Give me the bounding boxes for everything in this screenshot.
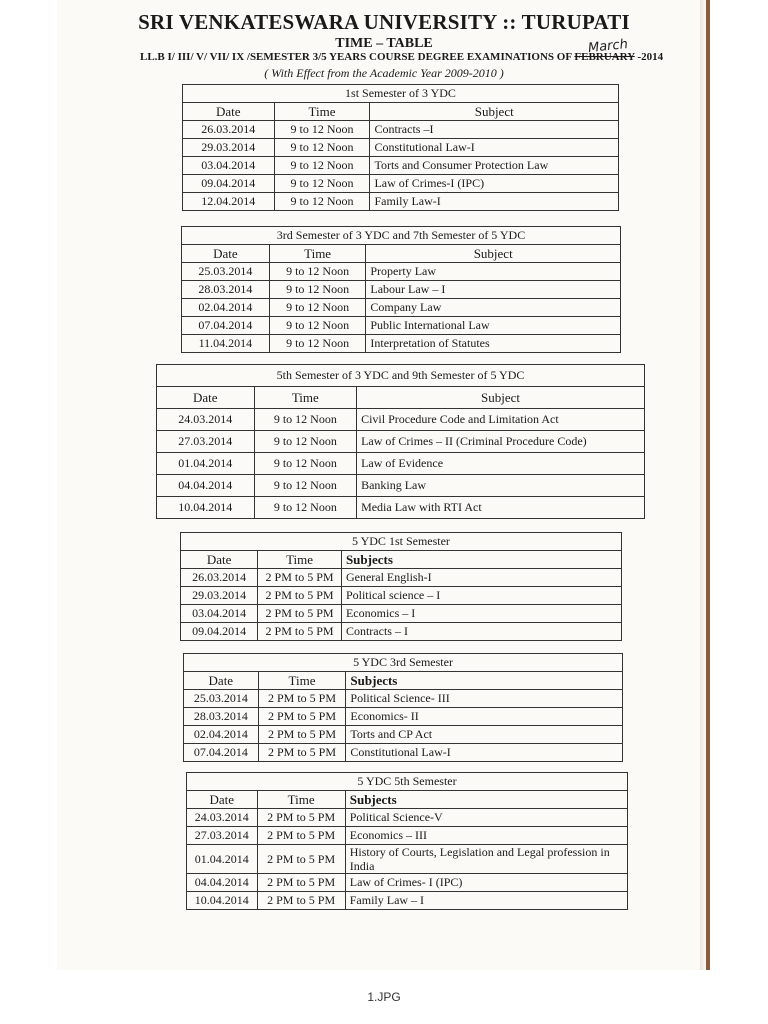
exam-time-cell: 9 to 12 Noon [274,157,370,175]
exam-time-cell: 2 PM to 5 PM [258,623,342,641]
exam-subject-cell: Company Law [366,299,621,317]
timetable-3rd-sem-3ydc-7th-sem-5ydc [181,226,621,353]
table-row [181,623,622,641]
table-header-row [184,672,623,690]
exam-time-cell: 9 to 12 Noon [269,317,366,335]
table-row [182,263,621,281]
exam-date-cell: 11.04.2014 [182,335,270,353]
exam-date-cell: 10.04.2014 [157,497,255,519]
table-row [181,569,622,587]
date-column-header: Date [157,387,255,409]
table-row [184,690,623,708]
exam-time-cell: 2 PM to 5 PM [258,726,346,744]
exam-date-cell: 25.03.2014 [182,263,270,281]
table-row [187,892,628,910]
table-title: 5 YDC 3rd Semester [184,654,623,672]
exam-subject-cell: Contracts –I [370,121,619,139]
table-row [184,708,623,726]
exam-time-cell: 2 PM to 5 PM [258,744,346,762]
table-title: 5th Semester of 3 YDC and 9th Semester of 5 YDC [157,365,645,387]
subject-column-header: Subjects [345,791,627,809]
exam-time-cell: 2 PM to 5 PM [257,809,345,827]
effect-note: ( With Effect from the Academic Year 2009-2010 ) [264,66,504,80]
exam-date-cell: 27.03.2014 [157,431,255,453]
exam-subject-cell: General English-I [341,569,621,587]
university-name: SRI VENKATESWARA UNIVERSITY :: TURUPATI [138,10,630,34]
exam-date-cell: 12.04.2014 [183,193,275,211]
exam-date-cell: 10.04.2014 [187,892,258,910]
exam-year: -2014 [637,51,664,63]
exam-time-cell: 2 PM to 5 PM [258,587,342,605]
exam-date-cell: 25.03.2014 [184,690,259,708]
table-row [157,475,645,497]
exam-subject-cell: Constitutional Law-I [346,744,623,762]
exam-date-cell: 09.04.2014 [183,175,275,193]
date-column-header: Date [184,672,259,690]
exam-subject-cell: Economics- II [346,708,623,726]
table-header-row [182,245,621,263]
table-title: 5 YDC 5th Semester [187,773,628,791]
exam-time-cell: 9 to 12 Noon [269,281,366,299]
exam-date-cell: 28.03.2014 [182,281,270,299]
exam-date-cell: 01.04.2014 [157,453,255,475]
table-row [183,175,619,193]
exam-subject-cell: Interpretation of Statutes [366,335,621,353]
time-column-header: Time [258,672,346,690]
exam-subject-cell: Political Science- III [346,690,623,708]
exam-subject-cell: History of Courts, Legislation and Legal profession in India [345,845,627,874]
handwritten-correction: March [587,36,629,57]
time-column-header: Time [269,245,366,263]
subject-column-header: Subjects [346,672,623,690]
table-title-row [157,365,645,387]
table-row [157,453,645,475]
struck-month: FEBRUARY [574,51,635,63]
table-row [183,139,619,157]
exam-date-cell: 02.04.2014 [184,726,259,744]
table-header-row [181,551,622,569]
exam-subject-cell: Family Law-I [370,193,619,211]
table-row [157,497,645,519]
exam-date-cell: 24.03.2014 [187,809,258,827]
exam-time-cell: 9 to 12 Noon [254,453,356,475]
date-column-header: Date [187,791,258,809]
exam-subject-cell: Media Law with RTI Act [357,497,645,519]
exam-subject-cell: Civil Procedure Code and Limitation Act [357,409,645,431]
time-table-heading: TIME – TABLE [335,36,433,51]
table-row [183,157,619,175]
subject-column-header: Subject [357,387,645,409]
exam-time-cell: 2 PM to 5 PM [258,708,346,726]
date-column-header: Date [183,103,275,121]
table-row [182,317,621,335]
table-header-row [157,387,645,409]
exam-date-cell: 26.03.2014 [181,569,258,587]
exam-time-cell: 9 to 12 Noon [254,409,356,431]
exam-subject-cell: Contracts – I [341,623,621,641]
table-row [182,281,621,299]
exam-subject-cell: Political Science-V [345,809,627,827]
date-column-header: Date [181,551,258,569]
exam-date-cell: 04.04.2014 [157,475,255,497]
exam-date-cell: 29.03.2014 [181,587,258,605]
timetable-5ydc-1st-sem [180,532,622,641]
timetable-5ydc-5th-sem [186,772,628,910]
table-row [181,605,622,623]
exam-time-cell: 9 to 12 Noon [274,193,370,211]
exam-time-cell: 2 PM to 5 PM [258,605,342,623]
exam-subject-cell: Law of Crimes-I (IPC) [370,175,619,193]
exam-subject-cell: Law of Evidence [357,453,645,475]
exam-time-cell: 9 to 12 Noon [269,335,366,353]
exam-subject-cell: Political science – I [341,587,621,605]
exam-time-cell: 9 to 12 Noon [254,497,356,519]
exam-date-cell: 03.04.2014 [181,605,258,623]
exam-date-cell: 28.03.2014 [184,708,259,726]
exam-time-cell: 2 PM to 5 PM [257,845,345,874]
table-row [182,335,621,353]
exam-time-cell: 9 to 12 Noon [274,121,370,139]
exam-subject-cell: Economics – III [345,827,627,845]
table-title-row [187,773,628,791]
exam-time-cell: 9 to 12 Noon [254,431,356,453]
exam-subject-cell: Law of Crimes- I (IPC) [345,874,627,892]
image-filename-caption: 1.JPG [367,990,401,1004]
exam-subject-cell: Law of Crimes – II (Criminal Procedure Code) [357,431,645,453]
time-column-header: Time [257,791,345,809]
timetable-5th-sem-3ydc-9th-sem-5ydc [156,364,645,519]
exam-time-cell: 9 to 12 Noon [274,175,370,193]
table-row [181,587,622,605]
exam-subject-cell: Constitutional Law-I [370,139,619,157]
exam-date-cell: 27.03.2014 [187,827,258,845]
time-column-header: Time [258,551,342,569]
exam-time-cell: 2 PM to 5 PM [258,690,346,708]
exam-date-cell: 01.04.2014 [187,845,258,874]
table-title-row [183,85,619,103]
exam-time-cell: 2 PM to 5 PM [257,892,345,910]
exam-line-prefix: LL.B I/ III/ V/ VII/ IX /SEMESTER 3/5 YEARS COURSE DEGREE EXAMINATIONS OF [140,51,572,63]
exam-time-cell: 2 PM to 5 PM [258,569,342,587]
exam-subject-cell: Property Law [366,263,621,281]
table-title: 1st Semester of 3 YDC [183,85,619,103]
table-row [157,409,645,431]
time-column-header: Time [254,387,356,409]
exam-time-cell: 9 to 12 Noon [269,263,366,281]
table-title: 5 YDC 1st Semester [181,533,622,551]
timetable-5ydc-3rd-sem [183,653,623,762]
subject-column-header: Subject [366,245,621,263]
table-row [187,809,628,827]
table-title-row [182,227,621,245]
timetable-1st-sem-3ydc [182,84,619,211]
exam-subject-cell: Torts and CP Act [346,726,623,744]
table-header-row [187,791,628,809]
table-row [182,299,621,317]
exam-subject-cell: Family Law – I [345,892,627,910]
exam-subject-cell: Labour Law – I [366,281,621,299]
time-column-header: Time [274,103,370,121]
exam-date-cell: 07.04.2014 [184,744,259,762]
table-row [187,874,628,892]
exam-subject-cell: Economics – I [341,605,621,623]
table-row [184,726,623,744]
subject-column-header: Subjects [341,551,621,569]
exam-date-cell: 09.04.2014 [181,623,258,641]
exam-date-cell: 07.04.2014 [182,317,270,335]
exam-time-cell: 9 to 12 Noon [269,299,366,317]
exam-subject-cell: Torts and Consumer Protection Law [370,157,619,175]
table-row [184,744,623,762]
exam-date-cell: 02.04.2014 [182,299,270,317]
exam-time-cell: 9 to 12 Noon [274,139,370,157]
subject-column-header: Subject [370,103,619,121]
table-header-row [183,103,619,121]
exam-date-cell: 29.03.2014 [183,139,275,157]
table-row [183,193,619,211]
exam-time-cell: 2 PM to 5 PM [257,827,345,845]
table-row [157,431,645,453]
exam-subject-cell: Public International Law [366,317,621,335]
exam-time-cell: 2 PM to 5 PM [257,874,345,892]
date-column-header: Date [182,245,270,263]
exam-date-cell: 04.04.2014 [187,874,258,892]
table-row [183,121,619,139]
table-title-row [184,654,623,672]
table-row [187,827,628,845]
table-title: 3rd Semester of 3 YDC and 7th Semester of 5 YDC [182,227,621,245]
exam-date-cell: 24.03.2014 [157,409,255,431]
page-edge-shadow [700,0,706,970]
table-title-row [181,533,622,551]
exam-subject-cell: Banking Law [357,475,645,497]
table-row [187,845,628,874]
exam-date-cell: 26.03.2014 [183,121,275,139]
exam-date-cell: 03.04.2014 [183,157,275,175]
exam-time-cell: 9 to 12 Noon [254,475,356,497]
